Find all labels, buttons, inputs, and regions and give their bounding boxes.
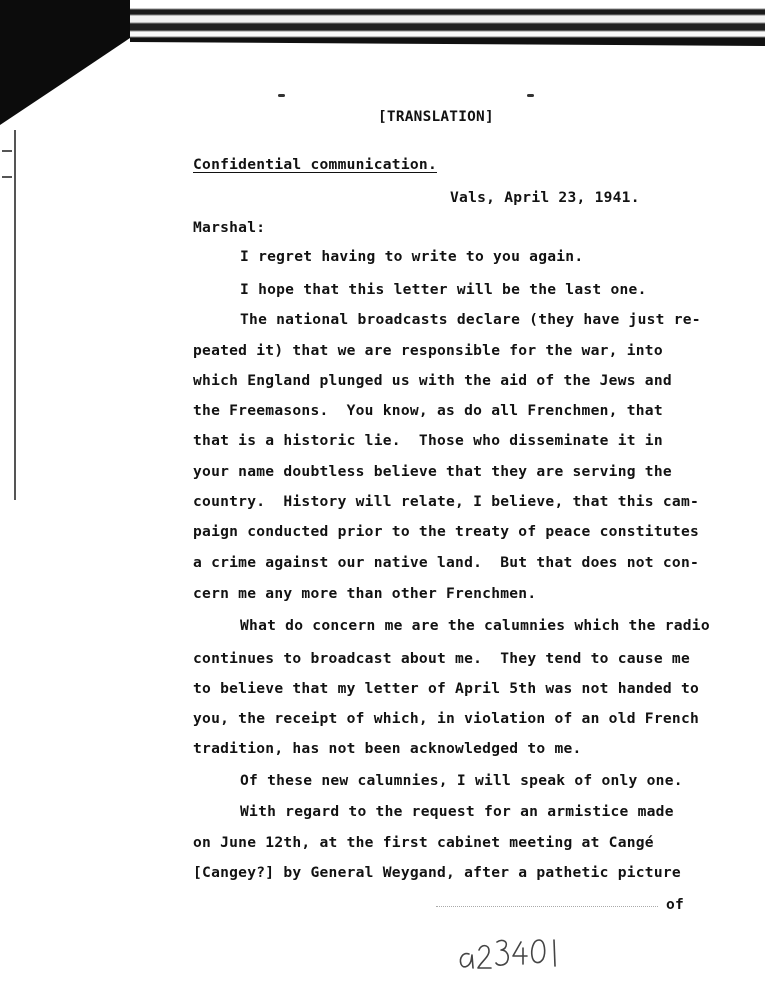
body-line: a crime against our native land. But that does not con- [193, 554, 700, 571]
body-line: I regret having to write to you again. [240, 248, 584, 265]
body-line: What do concern me are the calumnies which the radio [240, 617, 710, 634]
body-line: With regard to the request for an armistice made [240, 803, 674, 820]
body-line: peated it) that we are responsible for the war, into [193, 342, 663, 359]
body-line: you, the receipt of which, in violation of an old French [193, 710, 700, 727]
catchword: of [666, 896, 685, 913]
handwritten-document-number [457, 928, 565, 974]
scan-left-mark [2, 150, 12, 178]
scan-corner-shadow [0, 0, 130, 125]
body-line: tradition, has not been acknowledged to me. [193, 740, 582, 757]
body-line: which England plunged us with the aid of the Jews and [193, 372, 672, 389]
body-line: The national broadcasts declare (they have just re- [240, 311, 701, 328]
body-line: country. History will relate, I believe, that this cam- [193, 493, 700, 510]
body-line: paign conducted prior to the treaty of peace constitutes [193, 523, 700, 540]
scan-speck [527, 94, 534, 97]
body-line: that is a historic lie. Those who disseminate it in [193, 432, 663, 449]
scan-speck [278, 94, 285, 97]
body-line: [Cangey?] by General Weygand, after a pathetic picture [193, 864, 681, 881]
subject-line: Confidential communication. [193, 156, 437, 173]
body-line: to believe that my letter of April 5th was not handed to [193, 680, 700, 697]
body-line: the Freemasons. You know, as do all Frenchmen, that [193, 402, 663, 419]
dateline: Vals, April 23, 1941. [450, 189, 640, 206]
scan-left-edge [14, 130, 24, 500]
salutation: Marshal: [193, 219, 266, 236]
body-line: cern me any more than other Frenchmen. [193, 585, 537, 602]
body-line: continues to broadcast about me. They tend to cause me [193, 650, 690, 667]
body-line: your name doubtless believe that they are serving the [193, 463, 672, 480]
body-line: Of these new calumnies, I will speak of only one. [240, 772, 683, 789]
footer-rule [436, 906, 658, 907]
translation-heading: [TRANSLATION] [378, 109, 494, 125]
body-line: I hope that this letter will be the last one. [240, 281, 647, 298]
body-line: on June 12th, at the first cabinet meeting at Cangé [193, 834, 654, 851]
